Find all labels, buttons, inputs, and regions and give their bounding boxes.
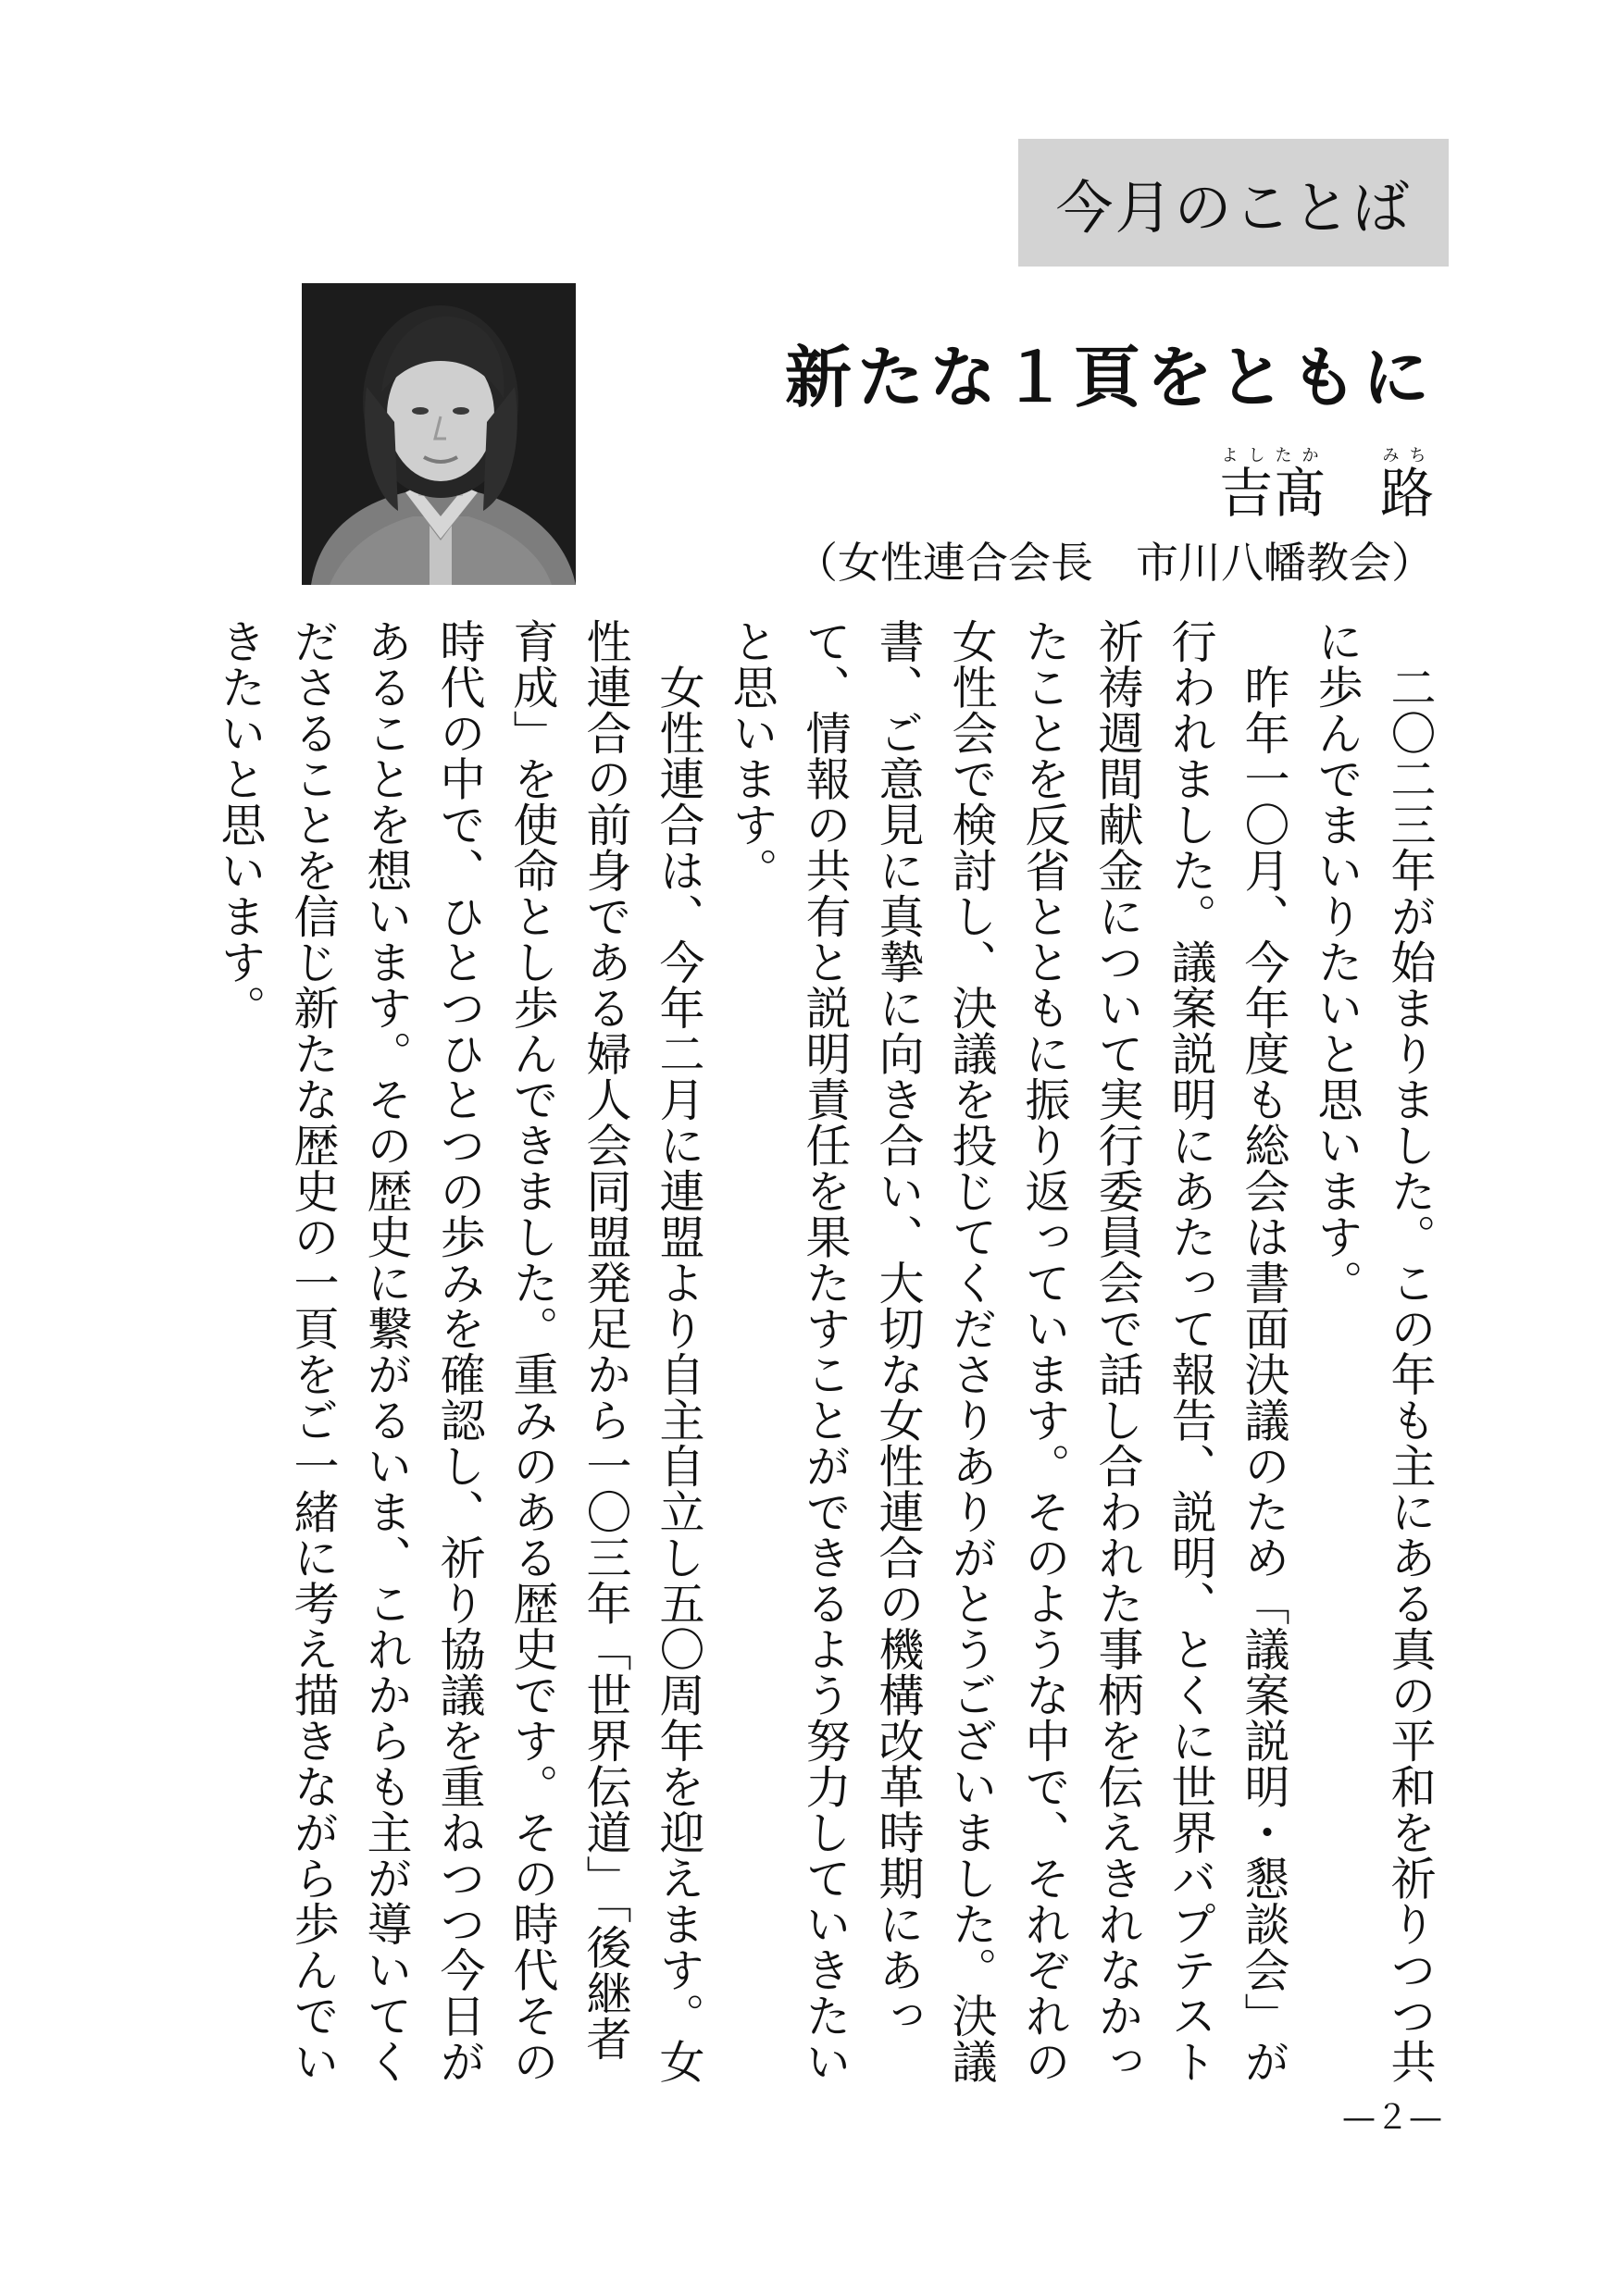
paragraph: 女性連合は、今年二月に連盟より自主自立し五〇周年を迎えます。女性連合の前身である婦人会同盟発足から一〇三年「世界伝道」「後継者育成」を使命とし歩んできました。重みのある歴史です。その時代その時代の中で、ひとつひとつの歩みを確認し、祈り協議を重ねつつ今日があることを想います。その歴史に繋がるいま、これからも主が導いてくださることを信じ新たな歴史の一頁をご一緒に考え描きながら歩んでいきたいと思います。	[214, 618, 705, 2084]
author-name	[1219, 446, 1434, 527]
author-surname-reading: よしたか	[1218, 446, 1326, 465]
section-header-label: 今月のことば	[1055, 173, 1412, 242]
author-given-name: 路みち	[1379, 446, 1434, 525]
article-title: 新たな１頁をともに	[784, 339, 1435, 416]
paragraph: 昨年一〇月、今年度も総会は書面決議のため「議案説明・懇談会」が行われました。議案説明にあたって報告、説明、とくに世界バプテスト祈祷週間献金について実行委員会で話し合われた事柄を伝えきれなかったことを反省とともに振り返っています。そのような中で、それぞれの女性会で検討し、決議を投じてくださりありがとうございました。決議書、ご意見に真摯に向き合い、大切な女性連合の機構改革時期にあって、情報の共有と説明責任を果たすことができるよう努力していきたいと思います。	[726, 618, 1290, 2084]
article-body	[204, 618, 1447, 2103]
paragraph: 二〇二三年が始まりました。この年も主にある真の平和を祈りつつ共に歩んでまいりたいと思います。	[1311, 618, 1437, 2084]
author-affiliation: （女性連合会長 市川八幡教会）	[795, 538, 1434, 588]
author-given-name-reading: みち	[1379, 446, 1434, 465]
section-header	[1018, 139, 1449, 267]
page-number: —２—	[1342, 2099, 1443, 2137]
author-photo	[302, 283, 576, 585]
author-surname: 吉髙よしたか	[1218, 446, 1326, 525]
